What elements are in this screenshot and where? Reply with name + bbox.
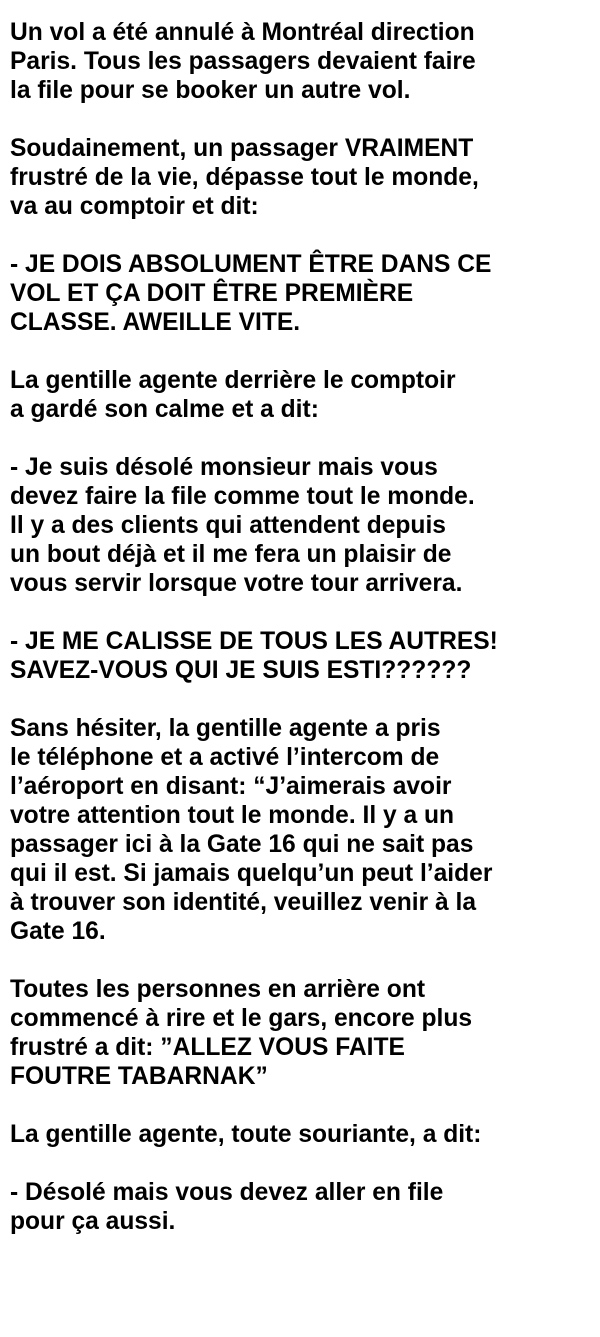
text-line: à trouver son identité, veuillez venir à la — [10, 889, 477, 916]
text-line: a gardé son calme et a dit: — [10, 396, 319, 423]
paragraph-punchline — [10, 1178, 598, 1236]
paragraph-intercom — [10, 714, 598, 946]
text-line: Paris. Tous les passagers devaient faire — [10, 48, 476, 75]
text-line: la file pour se booker un autre vol. — [10, 77, 411, 104]
text-line: - Je suis désolé monsieur mais vous — [10, 454, 438, 481]
paragraph-agent-calm — [10, 366, 598, 424]
text-line: VOL ET ÇA DOIT ÊTRE PREMIÈRE — [10, 280, 414, 307]
text-line: FOUTRE TABARNAK” — [10, 1063, 268, 1090]
text-line: frustré de la vie, dépasse tout le monde, — [10, 164, 479, 191]
paragraph-passenger-arrives — [10, 134, 598, 221]
text-line: pour ça aussi. — [10, 1208, 176, 1235]
text-line: va au comptoir et dit: — [10, 193, 259, 220]
text-line: Il y a des clients qui attendent depuis — [10, 512, 446, 539]
text-line: CLASSE. AWEILLE VITE. — [10, 309, 301, 336]
text-line: frustré a dit: ”ALLEZ VOUS FAITE — [10, 1034, 405, 1061]
text-line: Soudainement, un passager VRAIMENT — [10, 135, 474, 162]
paragraph-agent-smiles — [10, 1120, 598, 1149]
text-line: l’aéroport en disant: “J’aimerais avoir — [10, 773, 452, 800]
text-line: un bout déjà et il me fera un plaisir de — [10, 541, 452, 568]
text-line: vous servir lorsque votre tour arrivera. — [10, 570, 463, 597]
text-line: Toutes les personnes en arrière ont — [10, 976, 426, 1003]
text-line: La gentille agente derrière le comptoir — [10, 367, 456, 394]
joke-story — [10, 18, 598, 1236]
text-line: Gate 16. — [10, 918, 106, 945]
text-line: - JE DOIS ABSOLUMENT ÊTRE DANS CE — [10, 251, 492, 278]
text-line: qui il est. Si jamais quelqu’un peut l’aider — [10, 860, 493, 887]
paragraph-passenger-shout — [10, 627, 598, 685]
text-line: Sans hésiter, la gentille agente a pris — [10, 715, 441, 742]
paragraph-passenger-demand — [10, 250, 598, 337]
text-line: passager ici à la Gate 16 qui ne sait pas — [10, 831, 474, 858]
text-line: commencé à rire et le gars, encore plus — [10, 1005, 473, 1032]
paragraph-intro — [10, 18, 598, 105]
text-line: - JE ME CALISSE DE TOUS LES AUTRES! — [10, 628, 498, 655]
paragraph-agent-reply — [10, 453, 598, 598]
text-line: La gentille agente, toute souriante, a dit: — [10, 1121, 482, 1148]
text-line: Un vol a été annulé à Montréal direction — [10, 19, 475, 46]
paragraph-crowd-laughs — [10, 975, 598, 1091]
text-line: devez faire la file comme tout le monde. — [10, 483, 475, 510]
text-line: SAVEZ-VOUS QUI JE SUIS ESTI?????? — [10, 657, 472, 684]
text-line: votre attention tout le monde. Il y a un — [10, 802, 455, 829]
text-line: - Désolé mais vous devez aller en file — [10, 1179, 444, 1206]
text-line: le téléphone et a activé l’intercom de — [10, 744, 440, 771]
